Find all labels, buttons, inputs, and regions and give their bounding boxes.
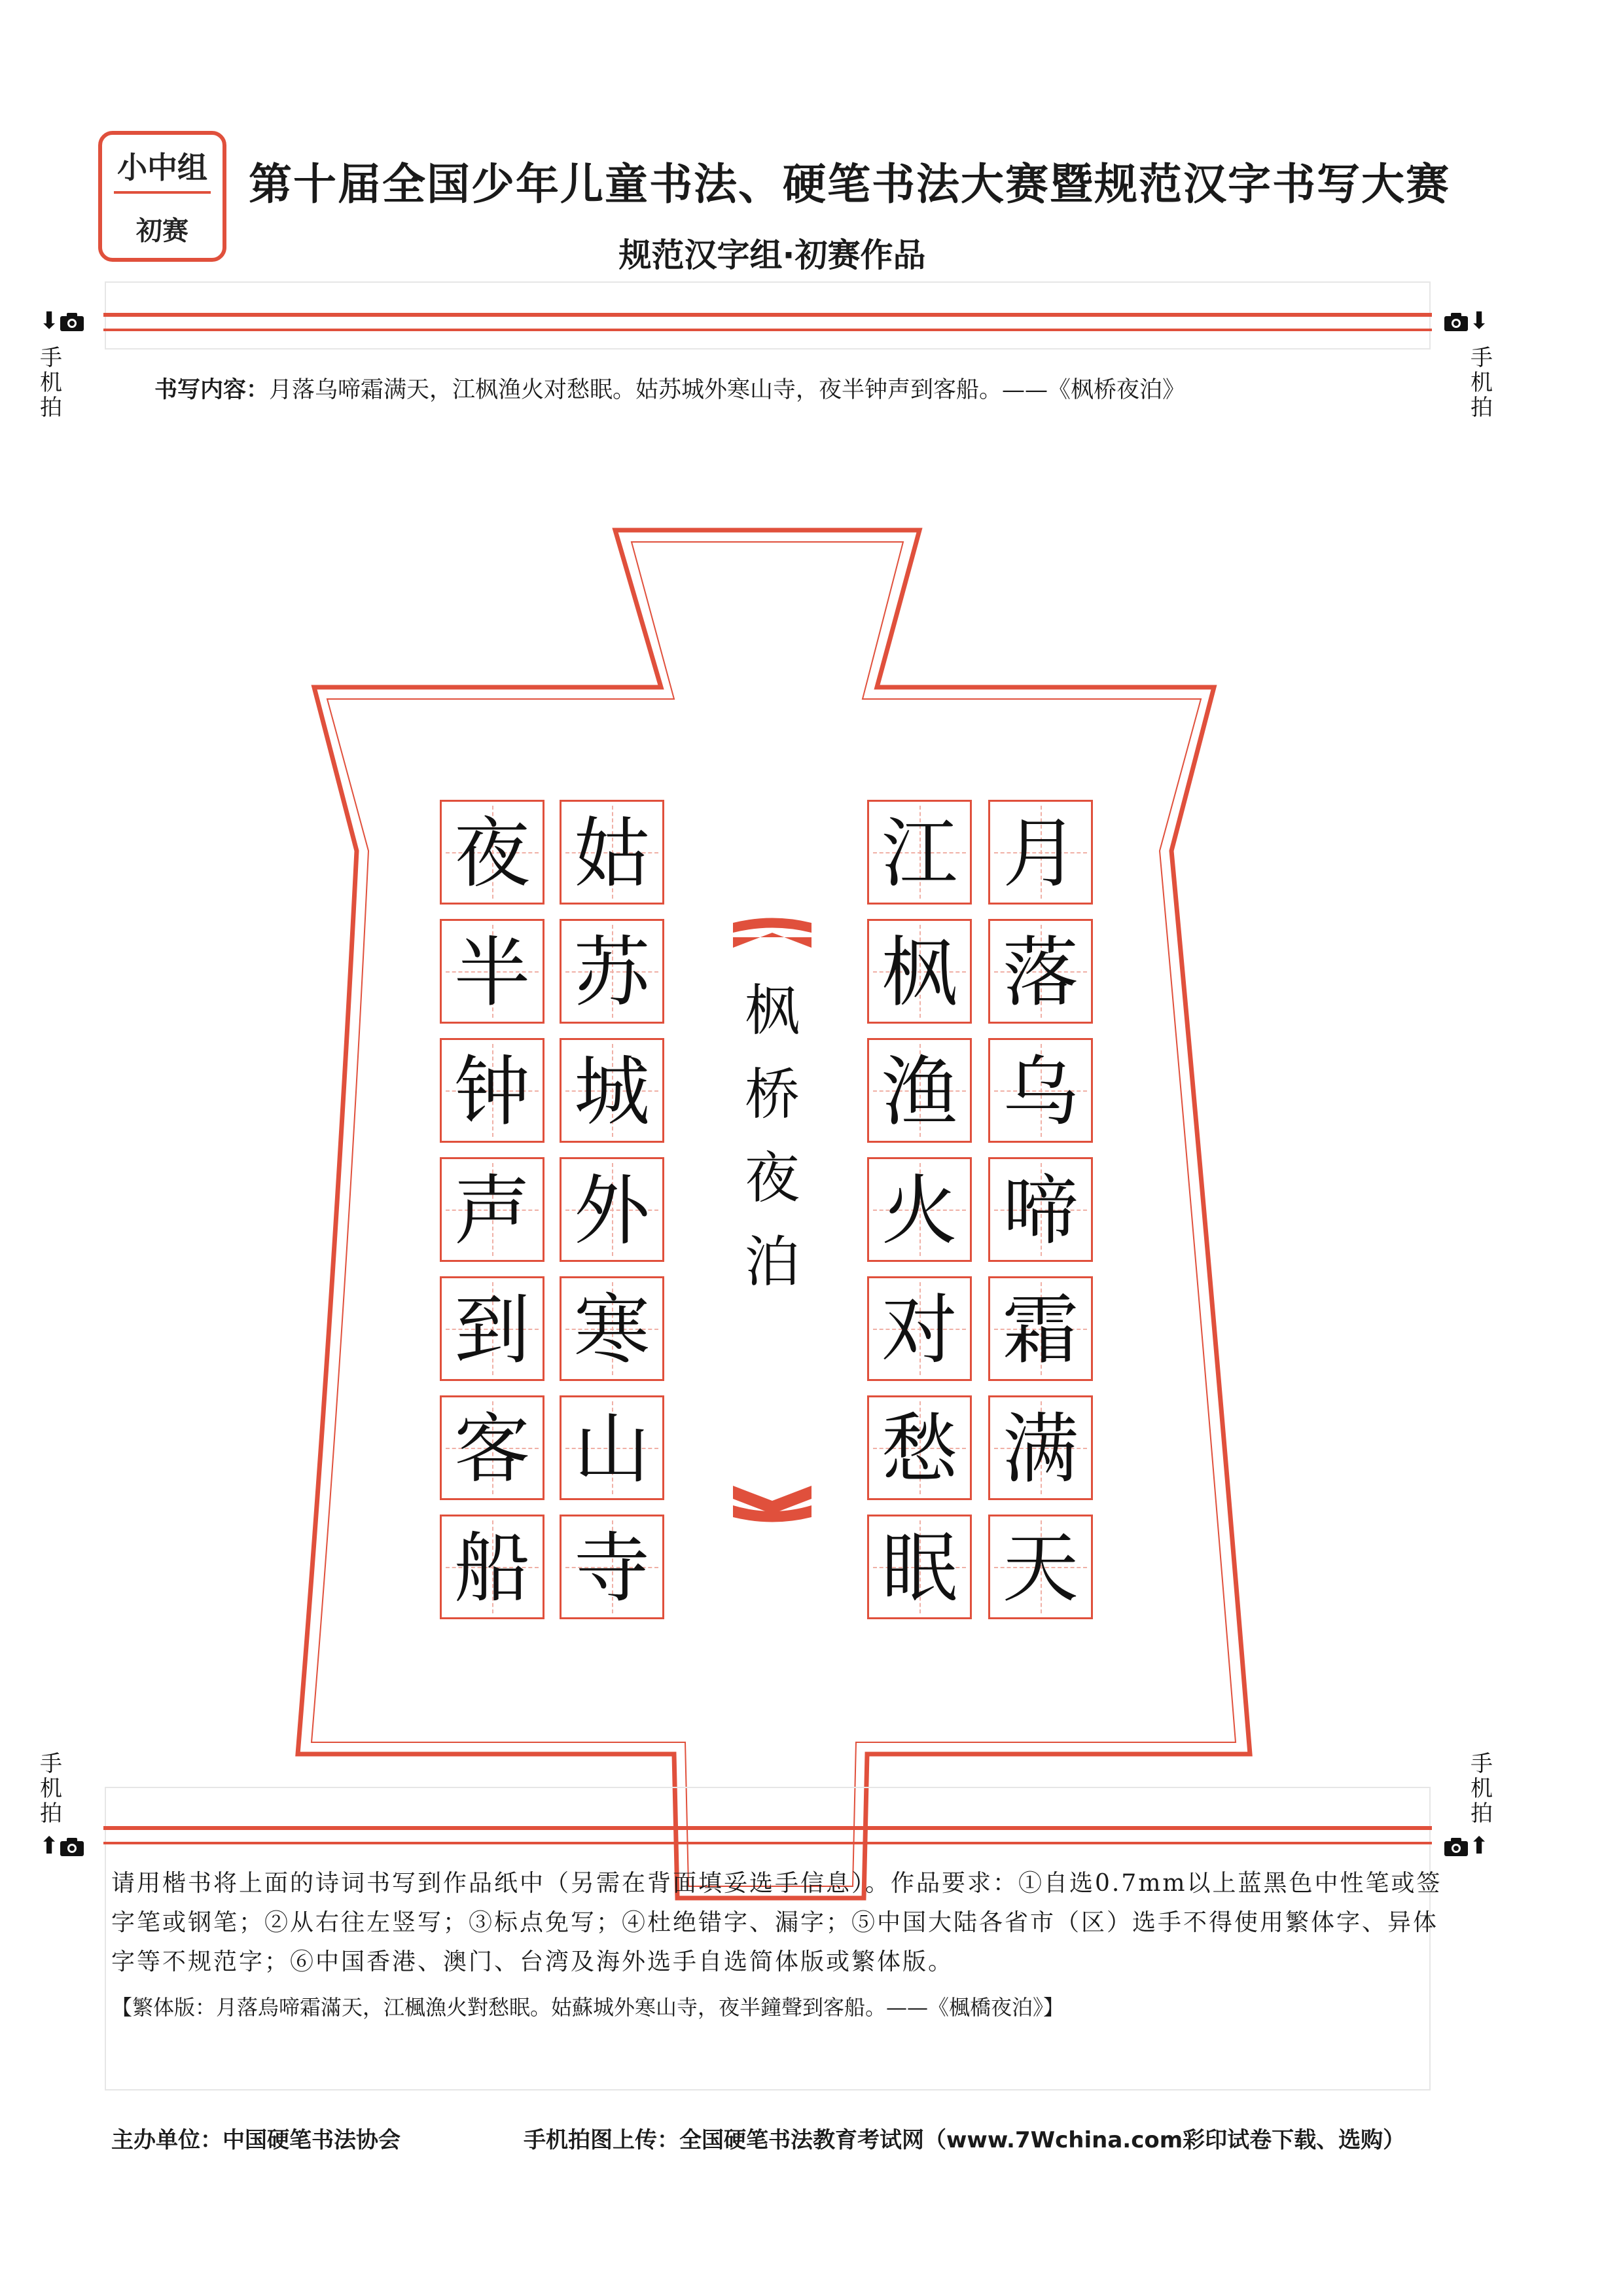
grid-cell [988, 1395, 1093, 1500]
footer-organizer: 主办单位：中国硬笔书法协会 [111, 2127, 401, 2153]
grid-cell [560, 1276, 664, 1381]
grid-cell [867, 1038, 972, 1143]
poem-character: 江 [882, 810, 957, 898]
arrow-down-icon: ⬇ [1469, 308, 1489, 334]
poem-character: 钟 [454, 1048, 530, 1136]
poem-title-char: 泊 [744, 1230, 800, 1294]
poem-character: 寒 [574, 1286, 650, 1374]
writing-content-text: 月落乌啼霜满天，江枫渔火对愁眠。姑苏城外寒山寺，夜半钟声到客船。——《枫桥夜泊》 [269, 377, 1186, 403]
chevron-top-icon-tip [733, 918, 812, 933]
grid-cell [988, 800, 1093, 905]
poem-title [740, 969, 805, 1304]
poem-character: 半 [454, 929, 530, 1017]
poem-character: 火 [882, 1167, 957, 1255]
poem-character: 落 [1003, 929, 1079, 1017]
camera-icon [59, 1837, 85, 1857]
grid-cell [867, 1157, 972, 1262]
grid-cell [988, 1038, 1093, 1143]
poem-character: 对 [882, 1286, 957, 1374]
grid-cell [440, 1276, 544, 1381]
grid-cell [560, 1395, 664, 1500]
side-label-top-right: 手机拍 [1471, 345, 1493, 421]
side-label-bottom-right: 手机拍 [1471, 1751, 1493, 1827]
camera-marker-bottom-left [39, 1833, 85, 1859]
poem-character: 山 [574, 1405, 650, 1494]
poem-character: 天 [1003, 1524, 1079, 1613]
grid-cell [988, 1276, 1093, 1381]
poem-character: 愁 [882, 1405, 957, 1494]
grid-cell [560, 1157, 664, 1262]
poem-character: 姑 [574, 810, 650, 898]
writing-content-label: 书写内容： [154, 377, 270, 403]
poem-character: 渔 [882, 1048, 957, 1136]
traditional-version: 【繁体版：月落烏啼霜滿天，江楓漁火對愁眠。姑蘇城外寒山寺，夜半鐘聲到客船。——《楓橋夜泊》】 [111, 1995, 1065, 2020]
poem-character: 乌 [1003, 1048, 1079, 1136]
grid-cell [560, 1038, 664, 1143]
grid-cell [440, 800, 544, 905]
poem-character: 外 [574, 1167, 650, 1255]
poem-title-char: 桥 [744, 1062, 800, 1126]
grid-cell [440, 1395, 544, 1500]
poem-character: 船 [454, 1524, 530, 1613]
poem-character: 寺 [574, 1524, 650, 1613]
page-subtitle: 规范汉字组·初赛作品 [618, 236, 926, 274]
badge-stage-label: 初赛 [136, 215, 188, 246]
camera-marker-bottom-right [1443, 1833, 1489, 1859]
poem-character: 满 [1003, 1405, 1079, 1494]
grid-cell [560, 1515, 664, 1619]
poem-character: 夜 [454, 810, 530, 898]
arrow-down-icon: ⬇ [39, 308, 60, 334]
grid-cell [560, 919, 664, 1024]
arrow-up-icon: ⬆ [39, 1833, 60, 1859]
side-label-top-left: 手机拍 [40, 345, 62, 421]
arrow-up-icon: ⬆ [1469, 1833, 1489, 1859]
poem-character: 声 [454, 1167, 530, 1255]
poem-character: 城 [574, 1048, 650, 1136]
grid-cell [440, 1515, 544, 1619]
page-title: 第十届全国少年儿童书法、硬笔书法大赛暨规范汉字书写大赛 [249, 158, 1450, 209]
grid-cell [867, 919, 972, 1024]
grid-cell [440, 1038, 544, 1143]
poem-title-char: 夜 [744, 1146, 800, 1210]
instructions: 请用楷书将上面的诗词书写到作品纸中（另需在背面填妥选手信息）。作品要求：①自选0.7mm以上蓝黑色中性笔或签字笔或钢笔；②从右往左竖写；③标点免写；④杜绝错字、漏字；⑤中国大陆各省市（区）选手不得使用繁体字、异体字等不规范字；⑥中国香港、澳门、台湾及海外选手自选简体版或繁体版。 [111, 1870, 1442, 1975]
poem-character: 枫 [882, 929, 957, 1017]
poem-title-char: 枫 [744, 978, 800, 1043]
poem-character: 啼 [1003, 1167, 1079, 1255]
chevron-top-icon [733, 933, 812, 948]
camera-icon [1443, 1837, 1469, 1857]
grid-cell [440, 919, 544, 1024]
side-label-bottom-left: 手机拍 [40, 1751, 62, 1827]
poem-character: 苏 [574, 929, 650, 1017]
badge-group-label: 小中组 [117, 150, 207, 185]
poem-character: 客 [454, 1405, 530, 1494]
grid-cell [988, 1515, 1093, 1619]
grid-cell [867, 1515, 972, 1619]
poem-character: 到 [454, 1286, 530, 1374]
grid-cell [867, 800, 972, 905]
poem-character: 霜 [1003, 1286, 1079, 1374]
grid-cell [867, 1395, 972, 1500]
grid-cell [440, 1157, 544, 1262]
poem-character: 月 [1003, 810, 1079, 898]
grid-cell [560, 800, 664, 905]
grid-cell [988, 919, 1093, 1024]
poem-character: 眠 [882, 1524, 957, 1613]
grid-cell [988, 1157, 1093, 1262]
bottom-red-rule [103, 1826, 1432, 1844]
grid-cell [867, 1276, 972, 1381]
footer-upload-info: 手机拍图上传：全国硬笔书法教育考试网（www.7Wchina.com彩印试卷下载、选购） [524, 2127, 1406, 2153]
